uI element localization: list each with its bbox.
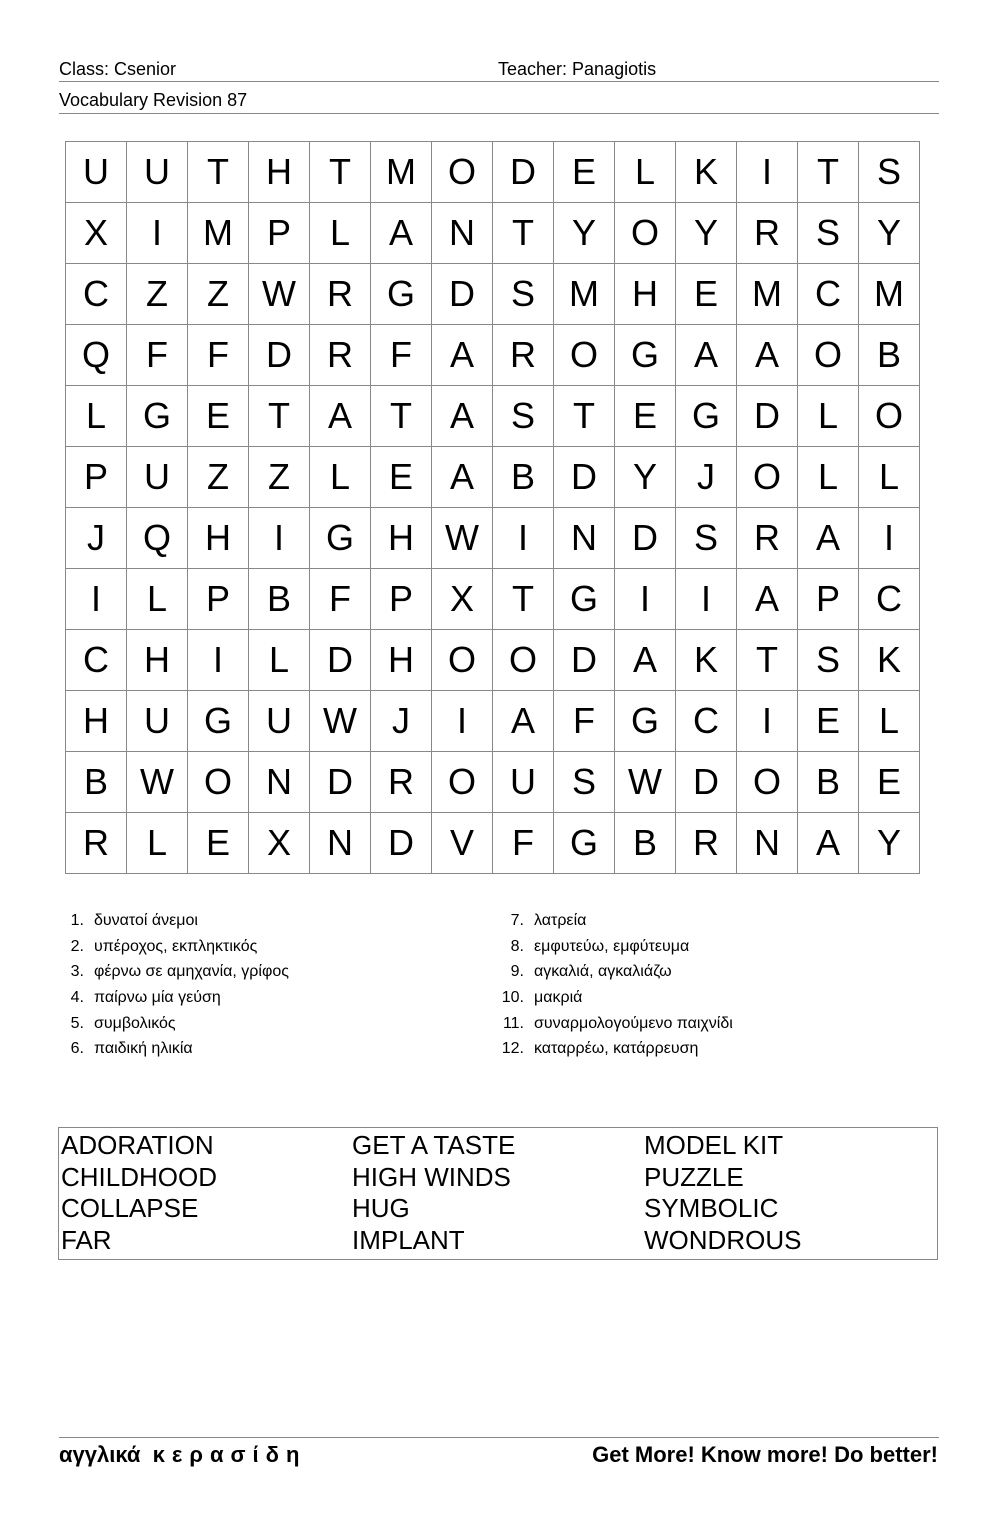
grid-cell: D xyxy=(371,813,432,874)
clue-item xyxy=(58,912,289,938)
footer-brand-word: αγγλικά xyxy=(59,1442,141,1467)
grid-cell: N xyxy=(554,508,615,569)
clue-item xyxy=(488,1040,733,1066)
grid-cell: L xyxy=(66,386,127,447)
grid-row xyxy=(66,813,920,874)
grid-cell: G xyxy=(371,264,432,325)
worksheet-title: Vocabulary Revision 87 xyxy=(59,90,248,110)
clue-text: παιδική ηλικία xyxy=(94,1040,193,1058)
grid-cell: F xyxy=(127,325,188,386)
title-divider xyxy=(59,113,939,114)
grid-row xyxy=(66,752,920,813)
grid-cell: E xyxy=(188,386,249,447)
grid-cell: A xyxy=(432,447,493,508)
grid-cell: I xyxy=(249,508,310,569)
grid-cell: Z xyxy=(127,264,188,325)
grid-cell: I xyxy=(493,508,554,569)
grid-cell: N xyxy=(737,813,798,874)
grid-cell: G xyxy=(127,386,188,447)
grid-cell: L xyxy=(615,142,676,203)
clue-text: καταρρέω, κατάρρευση xyxy=(534,1040,699,1058)
grid-row xyxy=(66,569,920,630)
grid-cell: X xyxy=(432,569,493,630)
clue-text: παίρνω μία γεύση xyxy=(94,989,221,1007)
grid-cell: D xyxy=(432,264,493,325)
grid-cell: B xyxy=(859,325,920,386)
grid-cell: L xyxy=(859,691,920,752)
grid-cell: C xyxy=(859,569,920,630)
grid-cell: H xyxy=(371,630,432,691)
grid-cell: P xyxy=(249,203,310,264)
grid-cell: R xyxy=(310,325,371,386)
clue-text: υπέροχος, εκπληκτικός xyxy=(94,937,258,955)
grid-cell: B xyxy=(798,752,859,813)
word-bank-word: WONDROUS xyxy=(644,1225,802,1256)
grid-cell: E xyxy=(859,752,920,813)
grid-cell: L xyxy=(310,203,371,264)
clue-text: μακριά xyxy=(534,989,583,1007)
grid-cell: I xyxy=(615,569,676,630)
grid-cell: R xyxy=(493,325,554,386)
grid-cell: M xyxy=(371,142,432,203)
grid-cell: U xyxy=(66,142,127,203)
word-bank-word: HUG xyxy=(352,1193,410,1224)
clue-text: εμφυτεύω, εμφύτευμα xyxy=(534,937,690,955)
grid-cell: O xyxy=(737,447,798,508)
clue-number: 10. xyxy=(501,989,524,1007)
word-bank-word: CHILDHOOD xyxy=(61,1161,218,1192)
grid-cell: E xyxy=(371,447,432,508)
grid-cell: Y xyxy=(859,813,920,874)
grid-cell: L xyxy=(798,386,859,447)
grid-cell: P xyxy=(66,447,127,508)
grid-cell: D xyxy=(615,508,676,569)
word-bank-word: COLLAPSE xyxy=(61,1193,199,1224)
footer-slogan: Get More! Know more! Do better! xyxy=(592,1442,938,1467)
grid-cell: T xyxy=(798,142,859,203)
grid-cell: G xyxy=(310,508,371,569)
grid-cell: E xyxy=(554,142,615,203)
grid-cell: U xyxy=(127,447,188,508)
word-bank-word: PUZZLE xyxy=(644,1161,744,1192)
grid-cell: A xyxy=(310,386,371,447)
grid-cell: G xyxy=(554,813,615,874)
grid-cell: Q xyxy=(127,508,188,569)
grid-cell: G xyxy=(615,691,676,752)
grid-cell: L xyxy=(127,569,188,630)
grid-cell: A xyxy=(371,203,432,264)
grid-cell: O xyxy=(188,752,249,813)
word-bank-column xyxy=(352,1130,515,1257)
grid-cell: R xyxy=(66,813,127,874)
word-bank-word: IMPLANT xyxy=(352,1225,465,1256)
grid-cell: I xyxy=(188,630,249,691)
grid-cell: T xyxy=(554,386,615,447)
grid-cell: W xyxy=(615,752,676,813)
clue-number: 8. xyxy=(510,937,524,955)
grid-cell: N xyxy=(249,752,310,813)
grid-cell: Z xyxy=(249,447,310,508)
grid-cell: X xyxy=(249,813,310,874)
grid-cell: O xyxy=(737,752,798,813)
grid-cell: Y xyxy=(554,203,615,264)
grid-cell: T xyxy=(371,386,432,447)
grid-cell: O xyxy=(432,142,493,203)
word-bank-column xyxy=(644,1130,801,1257)
grid-cell: I xyxy=(737,142,798,203)
grid-cell: R xyxy=(310,264,371,325)
grid-cell: N xyxy=(432,203,493,264)
grid-cell: E xyxy=(676,264,737,325)
grid-cell: A xyxy=(615,630,676,691)
grid-cell: A xyxy=(493,691,554,752)
clue-text: λατρεία xyxy=(534,912,587,929)
grid-cell: F xyxy=(554,691,615,752)
clue-number: 4. xyxy=(70,989,84,1007)
grid-row xyxy=(66,508,920,569)
clue-number: 11. xyxy=(502,1014,524,1032)
grid-cell: O xyxy=(432,752,493,813)
clue-text: συμβολικός xyxy=(94,1014,176,1032)
grid-cell: A xyxy=(737,569,798,630)
grid-cell: S xyxy=(676,508,737,569)
word-search-grid xyxy=(65,141,920,874)
word-bank-word: GET A TASTE xyxy=(352,1130,516,1160)
grid-cell: D xyxy=(554,447,615,508)
grid-cell: M xyxy=(188,203,249,264)
grid-row xyxy=(66,325,920,386)
grid-cell: Z xyxy=(188,264,249,325)
grid-cell: S xyxy=(493,264,554,325)
grid-cell: S xyxy=(554,752,615,813)
grid-cell: G xyxy=(615,325,676,386)
grid-cell: L xyxy=(127,813,188,874)
clue-text: αγκαλιά, αγκαλιάζω xyxy=(534,963,672,981)
grid-cell: P xyxy=(371,569,432,630)
grid-cell: U xyxy=(127,142,188,203)
grid-cell: U xyxy=(127,691,188,752)
grid-cell: H xyxy=(371,508,432,569)
grid-cell: S xyxy=(493,386,554,447)
grid-cell: T xyxy=(310,142,371,203)
grid-cell: H xyxy=(615,264,676,325)
clue-text: συναρμολογούμενο παιχνίδι xyxy=(534,1014,733,1032)
grid-cell: D xyxy=(310,752,371,813)
clue-item xyxy=(58,989,289,1015)
grid-row xyxy=(66,447,920,508)
grid-cell: C xyxy=(676,691,737,752)
clue-list-right xyxy=(488,912,733,1066)
clue-number: 1. xyxy=(70,912,84,929)
grid-row xyxy=(66,630,920,691)
grid-cell: A xyxy=(676,325,737,386)
grid-row xyxy=(66,203,920,264)
grid-cell: E xyxy=(188,813,249,874)
clue-list-left xyxy=(58,912,289,1066)
grid-cell: M xyxy=(554,264,615,325)
grid-cell: O xyxy=(554,325,615,386)
grid-cell: G xyxy=(554,569,615,630)
grid-cell: D xyxy=(554,630,615,691)
clue-text: δυνατοί άνεμοι xyxy=(94,912,198,929)
grid-row xyxy=(66,386,920,447)
clue-number: 3. xyxy=(70,963,84,981)
footer-divider xyxy=(59,1437,939,1438)
grid-cell: H xyxy=(127,630,188,691)
clue-item xyxy=(488,989,733,1015)
grid-cell: P xyxy=(798,569,859,630)
clue-item xyxy=(488,938,733,964)
grid-cell: B xyxy=(615,813,676,874)
grid-cell: L xyxy=(798,447,859,508)
grid-cell: S xyxy=(798,203,859,264)
grid-cell: C xyxy=(798,264,859,325)
grid-cell: H xyxy=(249,142,310,203)
grid-cell: T xyxy=(493,569,554,630)
grid-cell: D xyxy=(249,325,310,386)
grid-cell: R xyxy=(371,752,432,813)
grid-cell: F xyxy=(493,813,554,874)
grid-cell: I xyxy=(432,691,493,752)
grid-cell: K xyxy=(676,142,737,203)
grid-cell: V xyxy=(432,813,493,874)
word-bank-word: SYMBOLIC xyxy=(644,1193,779,1224)
grid-cell: B xyxy=(493,447,554,508)
clue-item xyxy=(488,1015,733,1041)
word-bank-word: MODEL KIT xyxy=(644,1130,784,1160)
class-label: Class: Csenior xyxy=(59,59,177,79)
grid-cell: F xyxy=(371,325,432,386)
grid-cell: Z xyxy=(188,447,249,508)
grid-row xyxy=(66,142,920,203)
grid-cell: Y xyxy=(859,203,920,264)
clue-number: 12. xyxy=(501,1040,524,1058)
grid-cell: E xyxy=(615,386,676,447)
grid-cell: T xyxy=(249,386,310,447)
grid-cell: A xyxy=(798,813,859,874)
grid-cell: O xyxy=(615,203,676,264)
grid-cell: Q xyxy=(66,325,127,386)
clue-item xyxy=(488,963,733,989)
footer-brand-name: κερασίδη xyxy=(152,1442,307,1467)
clue-item xyxy=(488,912,733,938)
grid-cell: B xyxy=(249,569,310,630)
footer-brand xyxy=(59,1442,306,1468)
grid-row xyxy=(66,691,920,752)
grid-cell: D xyxy=(493,142,554,203)
grid-cell: H xyxy=(188,508,249,569)
grid-cell: L xyxy=(310,447,371,508)
clue-number: 6. xyxy=(70,1040,84,1058)
grid-cell: K xyxy=(859,630,920,691)
word-bank-word: FAR xyxy=(61,1225,112,1256)
grid-cell: K xyxy=(676,630,737,691)
grid-cell: G xyxy=(676,386,737,447)
grid-cell: D xyxy=(676,752,737,813)
clue-number: 9. xyxy=(510,963,524,981)
grid-cell: U xyxy=(249,691,310,752)
clue-number: 5. xyxy=(70,1014,84,1032)
grid-cell: W xyxy=(310,691,371,752)
grid-cell: S xyxy=(859,142,920,203)
clue-item xyxy=(58,963,289,989)
word-bank-column xyxy=(61,1130,217,1257)
grid-cell: W xyxy=(127,752,188,813)
grid-cell: H xyxy=(66,691,127,752)
grid-cell: J xyxy=(676,447,737,508)
clue-number: 7. xyxy=(510,912,524,929)
grid-cell: I xyxy=(676,569,737,630)
grid-cell: A xyxy=(432,325,493,386)
teacher-label: Teacher: Panagiotis xyxy=(498,59,657,79)
word-bank-word: HIGH WINDS xyxy=(352,1161,511,1192)
grid-cell: M xyxy=(737,264,798,325)
word-bank-word: ADORATION xyxy=(61,1130,214,1160)
grid-cell: W xyxy=(432,508,493,569)
grid-cell: B xyxy=(66,752,127,813)
grid-cell: C xyxy=(66,630,127,691)
grid-cell: O xyxy=(432,630,493,691)
clue-item xyxy=(58,938,289,964)
grid-cell: M xyxy=(859,264,920,325)
clue-item xyxy=(58,1015,289,1041)
grid-cell: J xyxy=(66,508,127,569)
grid-cell: G xyxy=(188,691,249,752)
clue-text: φέρνω σε αμηχανία, γρίφος xyxy=(94,963,289,981)
grid-cell: L xyxy=(249,630,310,691)
grid-cell: I xyxy=(859,508,920,569)
grid-cell: W xyxy=(249,264,310,325)
grid-cell: T xyxy=(737,630,798,691)
grid-cell: A xyxy=(432,386,493,447)
grid-cell: A xyxy=(798,508,859,569)
grid-cell: E xyxy=(798,691,859,752)
grid-row xyxy=(66,264,920,325)
grid-cell: Y xyxy=(676,203,737,264)
grid-cell: T xyxy=(493,203,554,264)
grid-cell: R xyxy=(676,813,737,874)
grid-cell: P xyxy=(188,569,249,630)
grid-cell: S xyxy=(798,630,859,691)
grid-cell: J xyxy=(371,691,432,752)
grid-cell: A xyxy=(737,325,798,386)
grid-cell: N xyxy=(310,813,371,874)
grid-cell: D xyxy=(310,630,371,691)
grid-cell: U xyxy=(493,752,554,813)
grid-cell: D xyxy=(737,386,798,447)
grid-cell: L xyxy=(859,447,920,508)
header-divider xyxy=(59,81,939,82)
grid-cell: O xyxy=(859,386,920,447)
word-bank xyxy=(58,1127,938,1260)
grid-cell: O xyxy=(798,325,859,386)
grid-cell: R xyxy=(737,203,798,264)
clue-number: 2. xyxy=(70,937,84,955)
grid-cell: X xyxy=(66,203,127,264)
grid-cell: T xyxy=(188,142,249,203)
grid-cell: F xyxy=(310,569,371,630)
clue-item xyxy=(58,1040,289,1066)
grid-cell: I xyxy=(127,203,188,264)
grid-cell: F xyxy=(188,325,249,386)
grid-cell: C xyxy=(66,264,127,325)
grid-cell: R xyxy=(737,508,798,569)
grid-cell: O xyxy=(493,630,554,691)
grid-cell: Y xyxy=(615,447,676,508)
grid-cell: I xyxy=(66,569,127,630)
grid-cell: I xyxy=(737,691,798,752)
